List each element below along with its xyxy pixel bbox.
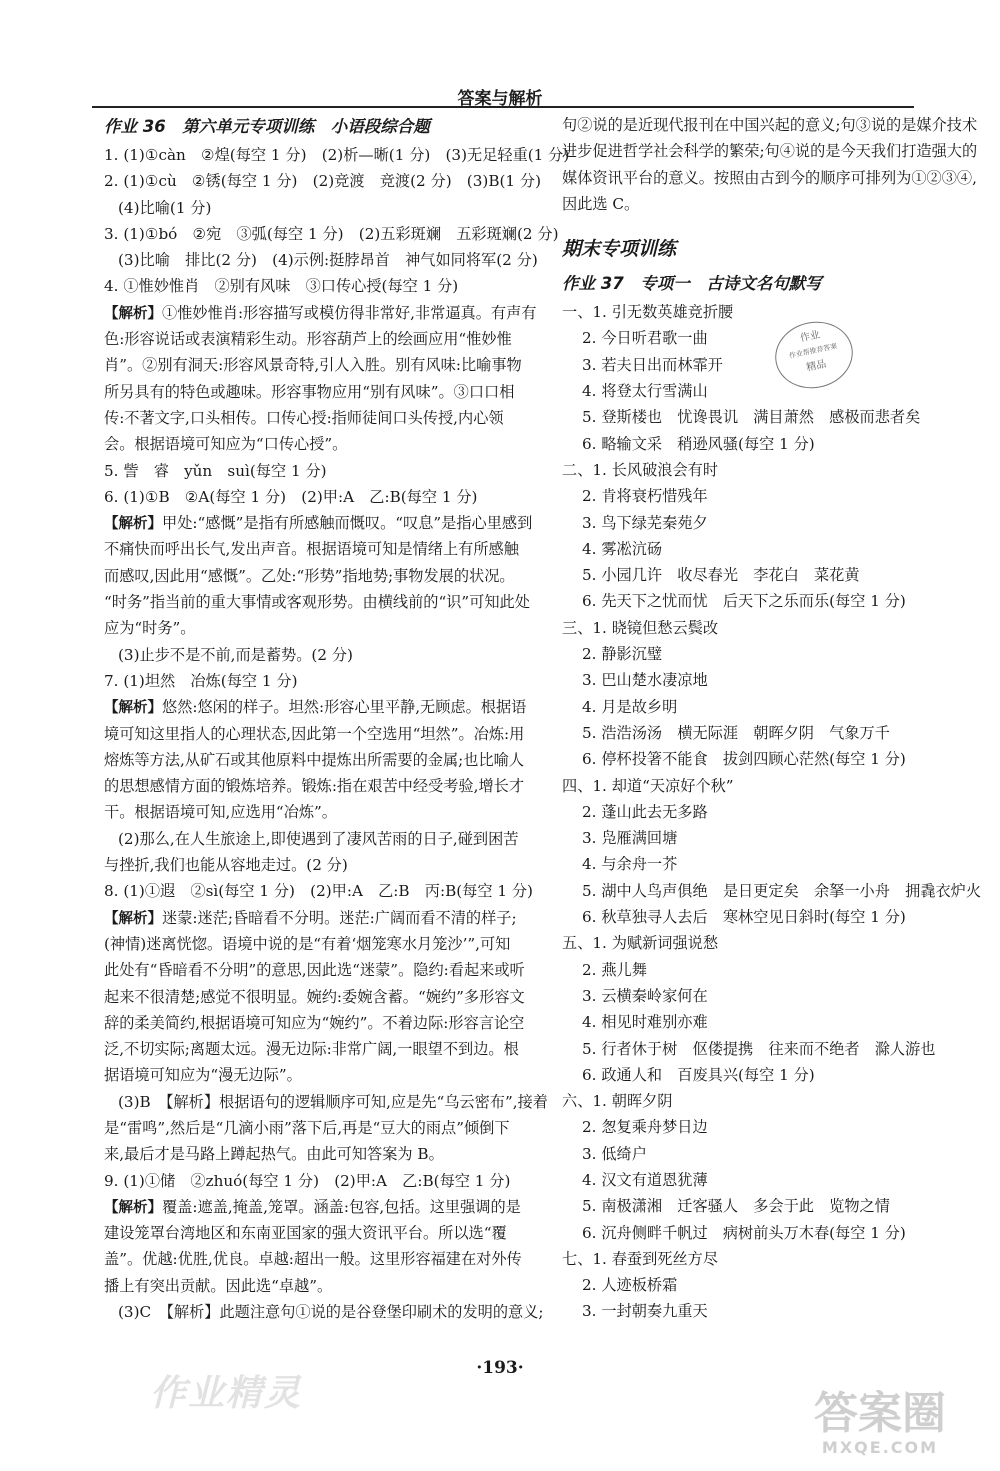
watermark-left: 作业精灵: [150, 1373, 303, 1414]
spacer: [562, 217, 914, 229]
answer-line: 2. 燕儿舞: [582, 960, 647, 979]
answer-line: 1. (1)①càn ②煌(每空 1 分) (2)析—晰(1 分) (3)无足轻重(1 分): [104, 146, 570, 164]
answer-line: 六、1. 朝晖夕阴: [562, 1092, 673, 1111]
answer-line: 6. 政通人和 百废具兴(每空 1 分): [582, 1065, 815, 1084]
answer-line: 起来不很清楚;感觉不很明显。婉约:委婉含蓄。“婉约”多形容文: [104, 987, 525, 1006]
answer-line: 肖”。②别有洞天:形容风景奇特,引人入胜。别有风味:比喻事物: [104, 356, 522, 375]
analysis-tag: 【解析】: [104, 516, 162, 533]
answer-line: 5. 訾 睿 yǔn suì(每空 1 分): [104, 461, 327, 480]
right-column: [562, 112, 982, 1325]
answer-line: 4. 月是故乡明: [582, 697, 678, 716]
answer-line: 五、1. 为赋新词强说愁: [562, 934, 719, 953]
answer-line: 5. 湖中人鸟声俱绝 是日更定矣 余拏一小舟 拥毳衣炉火: [582, 881, 982, 900]
analysis-tag: 【解析】: [104, 910, 162, 927]
watermark-right: [790, 1390, 970, 1457]
left-column: [104, 112, 570, 1325]
answer-line: 的思想感情方面的锻炼培养。锻炼:指在艰苦中经受考验,增长才: [104, 777, 525, 796]
answer-line: 会。根据语境可知应为“口传心授”。: [104, 435, 348, 454]
answer-line: 5. 小园几许 收尽春光 李花白 菜花黄: [582, 566, 860, 585]
answer-line: 2. (1)①cù ②锈(每空 1 分) (2)竞渡 竞渡(2 分) (3)B(1 分): [104, 172, 542, 191]
answer-line: 3. 一封朝奏九重天: [582, 1302, 708, 1321]
answer-line: (3)C 【解析】此题注意句①说的是谷登堡印刷术的发明的意义;: [118, 1303, 544, 1322]
answer-line: 3. 若夫日出而林霏开: [582, 355, 723, 374]
page-number: ·193·: [476, 1358, 524, 1378]
answer-line: 8. (1)①遐 ②sì(每空 1 分) (2)甲:A 乙:B 丙:B(每空 1 分): [104, 882, 533, 901]
answer-line: 7. (1)坦然 冶炼(每空 1 分): [104, 671, 298, 690]
answer-line: 5. 登斯楼也 忧谗畏讥 满目萧然 感极而悲者矣: [582, 408, 921, 427]
answer-line: 4. 将登太行雪满山: [582, 382, 708, 401]
answer-line: 3. 云横秦岭家何在: [582, 986, 708, 1005]
answer-line: 色:形容说话或表演精彩生动。形容葫芦上的绘画应用“惟妙惟: [104, 330, 512, 349]
answer-line: 境可知这里指人的心理状态,因此第一个空选用“坦然”。冶炼:用: [104, 724, 525, 743]
answer-line: 3. 凫雁满回塘: [582, 829, 678, 848]
answer-line: 泛,不切实际;离题太远。漫无边际:非常广阔,一眼望不到边。根: [104, 1040, 519, 1059]
watermark-right-text: 答案圈: [814, 1388, 946, 1439]
answer-line: 是“雷鸣”,然后是“几滴小雨”落下后,再是“豆大的雨点”倾倒下: [104, 1118, 510, 1137]
left-answer-lines: [104, 142, 570, 1325]
answer-line: 句②说的是近现代报刊在中国兴起的意义;句③说的是媒介技术: [562, 116, 978, 134]
answer-line: 2. 蓬山此去无多路: [582, 802, 708, 821]
page-header-title: 答案与解析: [457, 89, 543, 109]
answer-line: 2. 肯将衰朽惜残年: [582, 487, 708, 506]
answer-line: 进步促进哲学社会科学的繁荣;句④说的是今天我们打造强大的: [562, 142, 978, 161]
answer-line: 播上有突出贡献。因此选“卓越”。: [104, 1276, 333, 1295]
answer-line: 6. 略输文采 稍逊风骚(每空 1 分): [582, 434, 815, 453]
answer-line: 2. 怱复乘舟梦日边: [582, 1118, 708, 1137]
answer-line: 辞的柔美简约,根据语境可知应为“婉约”。不着边际:形容言论空: [104, 1013, 525, 1032]
answer-line: 不痛快而呼出长气,发出声音。根据语境可知是情绪上有所感触: [104, 540, 519, 559]
stamp-text-3: 精品: [805, 358, 828, 374]
analysis-text: 覆盖:遮盖,掩盖,笼罩。涵盖:包容,包括。这里强调的是: [162, 1197, 521, 1216]
answer-line: 4. 相见时难别亦难: [582, 1013, 708, 1032]
header-rule: [92, 106, 914, 108]
section-heading-36: 作业 36 第六单元专项训练 小语段综合题: [104, 117, 430, 136]
answer-line: 一、1. 引无数英雄竞折腰: [562, 303, 734, 322]
watermark-right-url: MXQE.COM: [821, 1438, 939, 1457]
stamp-text-2: 作业帮推荐答案: [788, 342, 838, 361]
answer-line: 6. 停杯投箸不能食 拔剑四顾心茫然(每空 1 分): [582, 750, 906, 769]
answer-line: 建设笼罩台湾地区和东南亚国家的强大资讯平台。所以选“覆: [104, 1224, 507, 1243]
answer-line: [104, 905, 530, 931]
answer-line: (3)B 【解析】根据语句的逻辑顺序可知,应是先“乌云密布”,接着: [118, 1092, 548, 1111]
analysis-tag: 【解析】: [104, 700, 162, 717]
answer-line: 来,最后才是马路上蹲起热气。由此可知答案为 B。: [104, 1145, 444, 1164]
section-heading-37: 作业 37 专项一 古诗文名句默写: [562, 274, 822, 294]
answer-line: [104, 694, 530, 720]
right-intro-lines: [562, 112, 978, 217]
answer-line: 2. 人迹板桥霜: [582, 1276, 678, 1295]
answer-line: 据语境可知应为“漫无边际”。: [104, 1066, 302, 1085]
answer-line: 二、1. 长风破浪会有时: [562, 460, 719, 479]
answer-line: 5. 行者休于树 伛偻提携 往来而不绝者 滁人游也: [582, 1039, 936, 1058]
answer-line: (4)比喻(1 分): [118, 198, 212, 217]
answer-line: 6. 先天下之忧而忧 后天下之乐而乐(每空 1 分): [582, 592, 906, 611]
answer-line: 5. 浩浩汤汤 横无际涯 朝晖夕阴 气象万千: [582, 723, 890, 742]
answer-line: 6. 沉舟侧畔千帆过 病树前头万木春(每空 1 分): [582, 1223, 906, 1242]
analysis-text: 悠然:悠闲的样子。坦然:形容心里平静,无顾虑。根据语: [162, 698, 527, 717]
answer-line: 干。根据语境可知,应选用“冶炼”。: [104, 803, 337, 822]
answer-line: 传:不著文字,口头相传。口传心授:指师徒间口头传授,内心领: [104, 408, 504, 427]
answer-line: 5. 南极潇湘 迁客骚人 多会于此 览物之情: [582, 1197, 890, 1216]
answer-line: 3. 鸟下绿芜秦苑夕: [582, 513, 708, 532]
answer-line: 与挫折,我们也能从容地走过。(2 分): [104, 856, 348, 875]
answer-line: 3. 低绮户: [582, 1144, 647, 1163]
answer-line: 3. (1)①bó ②宛 ③弧(每空 1 分) (2)五彩斑斓 五彩斑斓(2 分): [104, 224, 559, 243]
analysis-text: ①惟妙惟肖:形容描写或模仿得非常好,非常逼真。有声有: [162, 303, 537, 322]
answer-line: [104, 1194, 530, 1220]
answer-line: 4. 与余舟一芥: [582, 855, 678, 874]
answer-line: 媒体资讯平台的意义。按照由古到今的顺序可排列为①②③④,: [562, 168, 977, 187]
answer-line: [104, 300, 537, 326]
answer-line: 4. ①惟妙惟肖 ②别有风味 ③口传心授(每空 1 分): [104, 277, 459, 296]
answer-line: (神情)迷离恍惚。语境中说的是“有着‘烟笼寒水月笼沙’”,可知: [104, 934, 511, 953]
answer-line: 6. (1)①B ②A(每空 1 分) (2)甲:A 乙:B(每空 1 分): [104, 487, 478, 506]
analysis-tag: 【解析】: [104, 305, 162, 322]
answer-line: 此处有“昏暗看不分明”的意思,因此选“迷蒙”。隐约:看起来或听: [104, 961, 525, 980]
answer-line: [104, 510, 533, 536]
analysis-tag: 【解析】: [104, 1199, 162, 1216]
answer-line: 2. 今日听君歌一曲: [582, 329, 708, 348]
answer-line: 盖”。优越:优胜,优良。卓越:超出一般。这里形容福建在对外传: [104, 1250, 522, 1269]
answer-line: 9. (1)①储 ②zhuó(每空 1 分) (2)甲:A 乙:B(每空 1 分): [104, 1171, 511, 1190]
answer-line: 2. 静影沉璧: [582, 645, 663, 664]
answer-line: 6. 秋草独寻人去后 寒林空见日斜时(每空 1 分): [582, 908, 906, 927]
answer-line: 三、1. 晓镜但愁云鬓改: [562, 618, 719, 637]
answer-line: (3)比喻 排比(2 分) (4)示例:挺脖昂首 神气如同将军(2 分): [118, 251, 538, 270]
answer-line: 七、1. 春蚕到死丝方尽: [562, 1249, 719, 1268]
right-answer-lines: [562, 299, 982, 1325]
answer-line: (3)止步不是不前,而是蓄势。(2 分): [118, 645, 353, 664]
answer-line: 所另具有的特色或趣味。形容事物应用“别有风味”。③口口相: [104, 382, 515, 401]
answer-line: 而感叹,因此用“感慨”。乙处:“形势”指地势;事物发展的状况。: [104, 566, 515, 585]
answer-line: 熔炼等方法,从矿石或其他原料中提炼出所需要的金属;也比喻人: [104, 750, 525, 769]
answer-line: (2)那么,在人生旅途上,即使遇到了凄风苦雨的日子,碰到困苦: [118, 829, 519, 848]
analysis-text: 迷蒙:迷茫;昏暗看不分明。迷茫:广阔而看不清的样子;: [162, 908, 517, 927]
section-title-final: 期末专项训练: [562, 238, 677, 261]
answer-line: 因此选 C。: [562, 194, 640, 213]
answer-line: 应为“时务”。: [104, 619, 196, 638]
answer-line: 四、1. 却道“天凉好个秋”: [562, 776, 734, 795]
answer-line: 4. 雾凇沆砀: [582, 539, 663, 558]
answer-line: 4. 汉文有道恩犹薄: [582, 1170, 708, 1189]
answer-line: 3. 巴山楚水凄凉地: [582, 671, 708, 690]
stamp-text-1: 作业: [799, 329, 822, 345]
answer-line: “时务”指当前的重大事情或客观形势。由横线前的“识”可知此处: [104, 593, 530, 612]
analysis-text: 甲处:“感慨”是指有所感触而慨叹。“叹息”是指心里感到: [162, 514, 533, 533]
